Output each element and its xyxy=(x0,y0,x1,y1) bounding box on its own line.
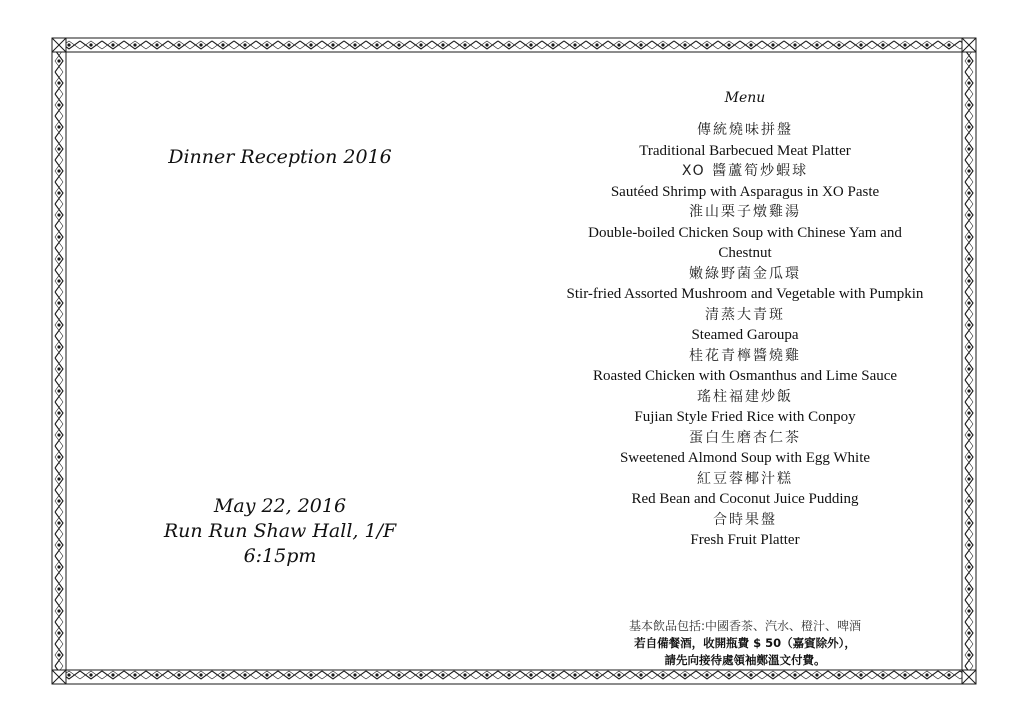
dish-chinese-name: 桂花青檸醬燒雞 xyxy=(689,347,801,364)
menu-item xyxy=(560,161,930,202)
dish-chinese-name: 合時果盤 xyxy=(713,511,777,528)
dish-chinese-name: 紅豆蓉椰汁糕 xyxy=(697,470,793,487)
dish-english-name: Fresh Fruit Platter xyxy=(690,532,800,548)
dish-english-name: Steamed Garoupa xyxy=(691,327,799,343)
dish-english-name: Sweetened Almond Soup with Egg White xyxy=(619,450,871,466)
menu-item xyxy=(560,264,930,305)
menu-item xyxy=(560,346,930,387)
payment-note: 請先向接待處領袖鄭溫文付費。 xyxy=(664,653,826,667)
event-date: May 22, 2016 xyxy=(213,495,347,517)
dish-chinese-name: 蛋白生磨杏仁茶 xyxy=(689,429,801,446)
menu-title: Menu xyxy=(724,90,766,106)
menu-item xyxy=(560,428,930,469)
dish-english-name: Roasted Chicken with Osmanthus and Lime Sauce xyxy=(592,368,898,384)
dish-chinese-name: 瑤柱福建炒飯 xyxy=(697,388,793,405)
menu-item xyxy=(560,305,930,346)
dish-chinese-name: 傳統燒味拼盤 xyxy=(697,122,793,138)
menu-section xyxy=(560,88,930,551)
dish-chinese-name: XO 醬蘆筍炒蝦球 xyxy=(681,163,809,179)
menu-item xyxy=(560,469,930,510)
event-title: Dinner Reception 2016 xyxy=(168,146,392,168)
dish-chinese-name: 淮山栗子燉雞湯 xyxy=(689,204,801,220)
dish-english-name: Sautéed Shrimp with Asparagus in XO Paste xyxy=(610,183,880,200)
menu-item xyxy=(560,120,930,161)
beverage-note: 基本飲品包括:中國香茶、汽水、橙汁、啤酒 xyxy=(628,619,862,633)
beverage-notes xyxy=(560,618,930,669)
dish-english-name: Red Bean and Coconut Juice Pudding xyxy=(631,491,859,507)
dish-english-name: Fujian Style Fried Rice with Conpoy xyxy=(634,409,856,425)
menu-item xyxy=(560,202,930,264)
corkage-note: 若自備餐酒，收開瓶費 $ 50（嘉賓除外）， xyxy=(634,636,856,650)
dish-chinese-name: 清蒸大青斑 xyxy=(705,306,785,323)
menu-item xyxy=(560,510,930,551)
menu-item xyxy=(560,387,930,428)
dish-english-name: Double-boiled Chicken Soup with Chinese Yam and Chestnut xyxy=(588,224,902,261)
dish-english-name: Traditional Barbecued Meat Platter xyxy=(639,142,851,159)
dish-chinese-name: 嫩綠野菌金瓜環 xyxy=(689,265,801,282)
event-details xyxy=(140,494,420,569)
dish-english-name: Stir-fried Assorted Mushroom and Vegetable with Pumpkin xyxy=(566,286,924,302)
event-time: 6:15pm xyxy=(243,545,317,567)
event-venue: Run Run Shaw Hall, 1/F xyxy=(163,520,397,542)
